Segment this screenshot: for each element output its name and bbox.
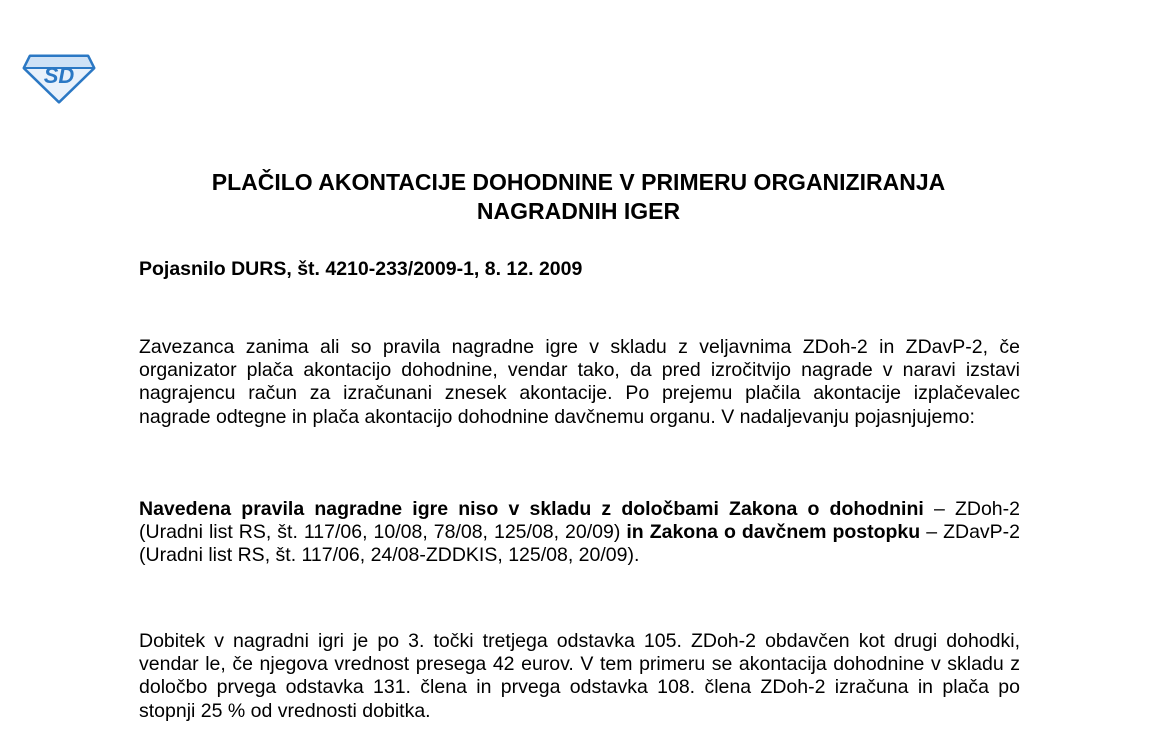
answer-text-1: – ZDoh-2 (Uradni list RS, št. 117/06, 10/08, 78/08, 125/08, 20/09) — [139, 498, 1020, 544]
paragraph-question: Zavezanca zanima ali so pravila nagradne igre v skladu z veljavnima ZDoh-2 in ZDavP-2, če organizator plača akontacijo dohodnine, vendar tako, da pred izročitvijo nagrade v naravi izstavi nagrajencu račun za izračunani znesek akontacije. Po prejemu plačila akontacije izplačevalec nagrade odtegne in plača akontacijo dohodnine davčnemu organu. V nadaljevanju pojasnjujemo: — [139, 336, 1020, 428]
paragraph-taxation: Dobitek v nagradni igri je po 3. točki tretjega odstavka 105. ZDoh-2 obdavčen kot drugi dohodki, vendar le, če njegova vrednost presega 42 eurov. V tem primeru se akontacija dohodnine v skladu z določbo prvega odstavka 131. člena in prvega odstavka 108. člena ZDoh-2 izračuna in plača po stopnji 25 % od vrednosti dobitka. — [139, 630, 1020, 722]
answer-text-2: – ZDavP-2 (Uradni list RS, št. 117/06, 24/08-ZDDKIS, 125/08, 20/09). — [139, 521, 1021, 567]
title-line-1: PLAČILO AKONTACIJE DOHODNINE V PRIMERU ORGANIZIRANJA — [211, 169, 946, 195]
document-reference: Pojasnilo DURS, št. 4210-233/2009-1, 8. 12. 2009 — [139, 258, 583, 280]
sd-logo-icon — [22, 50, 96, 104]
answer-bold-2: in Zakona o davčnem postopku — [626, 521, 921, 544]
document-title — [120, 168, 1037, 226]
paragraph-answer — [139, 498, 1020, 568]
svg-text:SD: SD — [43, 63, 75, 88]
answer-bold-1: Navedena pravila nagradne igre niso v skladu z določbami Zakona o dohodnini — [139, 498, 924, 520]
title-line-2: NAGRADNIH IGER — [476, 198, 681, 224]
